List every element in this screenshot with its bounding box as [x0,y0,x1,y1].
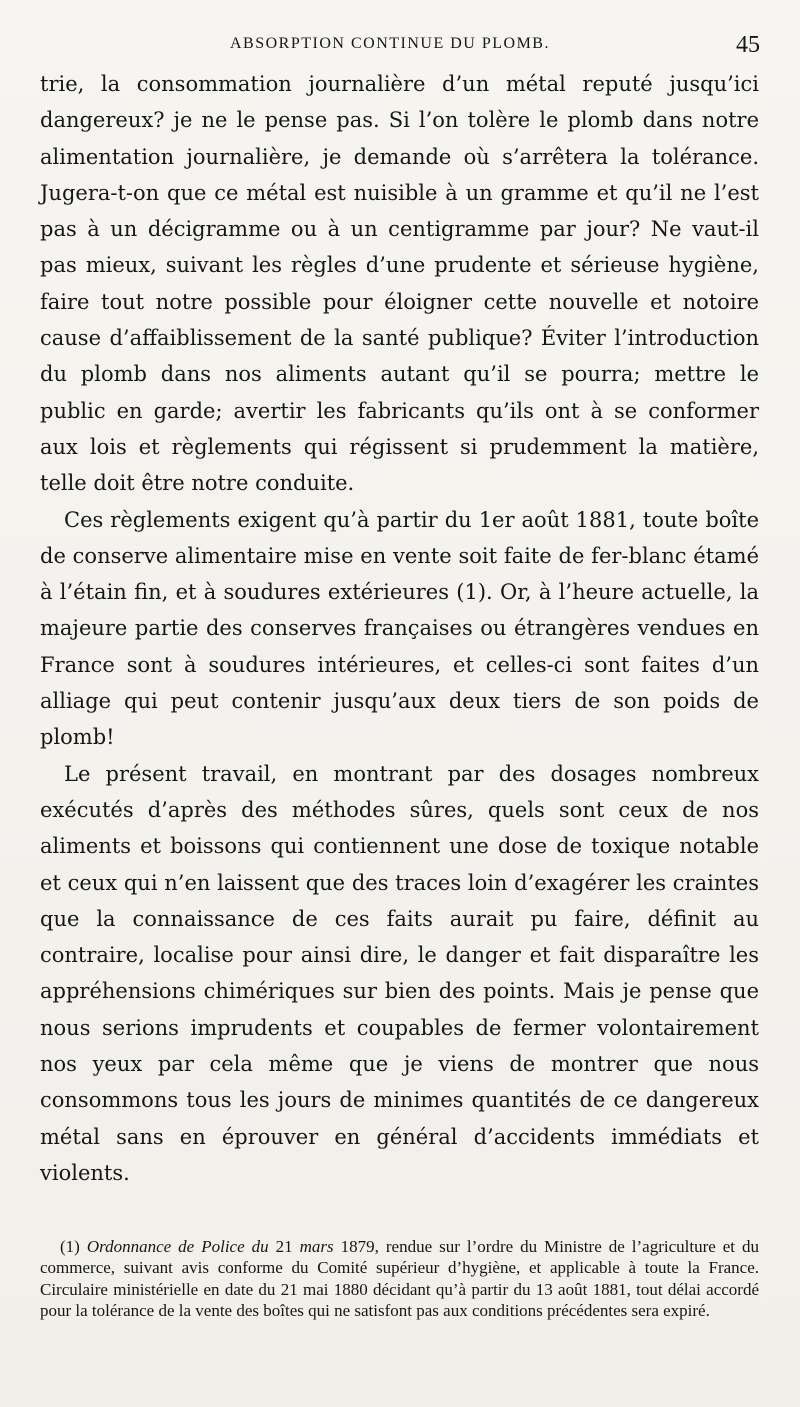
main-text [40,66,759,1191]
paragraph-1: trie, la consommation journalière d’un métal reputé jusqu’ici dangereux? je ne le pense pas. Si l’on tolère le plomb dans notre alimentation journalière, je demande où s’arrêtera la tolérance. Jugera-t-on que ce métal est nuisible à un gramme et qu’il ne l’est pas à un décigramme ou à un centigramme par jour? Ne vaut-il pas mieux, suivant les règles d’une prudente et sérieuse hygiène, faire tout notre possible pour éloigner cette nouvelle et notoire cause d’affaiblissement de la santé publique? Éviter l’introduction du plomb dans nos aliments autant qu’il se pourra; mettre le public en garde; avertir les fabricants qu’ils ont à se conformer aux lois et règlements qui régissent si prudemment la matière, telle doit être notre conduite. [40,72,759,496]
footnote-marker: (1) [60,1237,80,1256]
page-number: 45 [736,32,760,58]
running-header [40,32,762,62]
paragraph-3: Le présent travail, en montrant par des dosages nombreux exécutés d’après des méthodes sûres, quels sont ceux de nos aliments et boissons qui contiennent une dose de toxique notable et ceux qui n’en laissent que des traces loin d’exagérer les craintes que la connaissance de ces faits aurait pu faire, définit au contraire, localise pour ainsi dire, le danger et fait disparaître les appréhensions chimériques sur bien des points. Mais je pense que nous serions imprudents et coupables de fermer volontairement nos yeux par cela même que je viens de montrer que nous consommons tous les jours de minimes quantités de ce dangereux métal sans en éprouver en général d’accidents immédiats et violents. [40,761,759,1185]
running-title: ABSORPTION CONTINUE DU PLOMB. [230,35,550,52]
footnote [40,1236,759,1321]
footnote-italic-lead: Ordonnance de Police du [86,1237,269,1256]
paragraph-2: Ces règlements exigent qu’à partir du 1er août 1881, toute boîte de conserve alimentaire mise en vente soit faite de fer-blanc étamé à l’étain fin, et à soudures extérieures (1). Or, à l’heure actuelle, la majeure partie des conserves françaises ou étrangères vendues en France sont à soudures intérieures, et celles-ci sont faites d’un alliage qui peut contenir jusqu’aux deux tiers de son poids de plomb! [40,507,759,750]
footnote-date-month: mars [299,1237,334,1256]
footnote-text: 1879, rendue sur l’ordre du Ministre de l’agriculture et du commerce, suivant avis conforme du Comité supérieur d’hygiène, et applicable à toute la France. Circulaire ministérielle en date du 21 mai 1880 décidant qu’à partir du 13 août 1881, tout délai accordé pour la tolérance de la vente des boîtes qui ne satisfont pas aux conditions précédentes sera expiré. [40,1237,760,1320]
footnote-date-number: 21 [275,1237,293,1256]
